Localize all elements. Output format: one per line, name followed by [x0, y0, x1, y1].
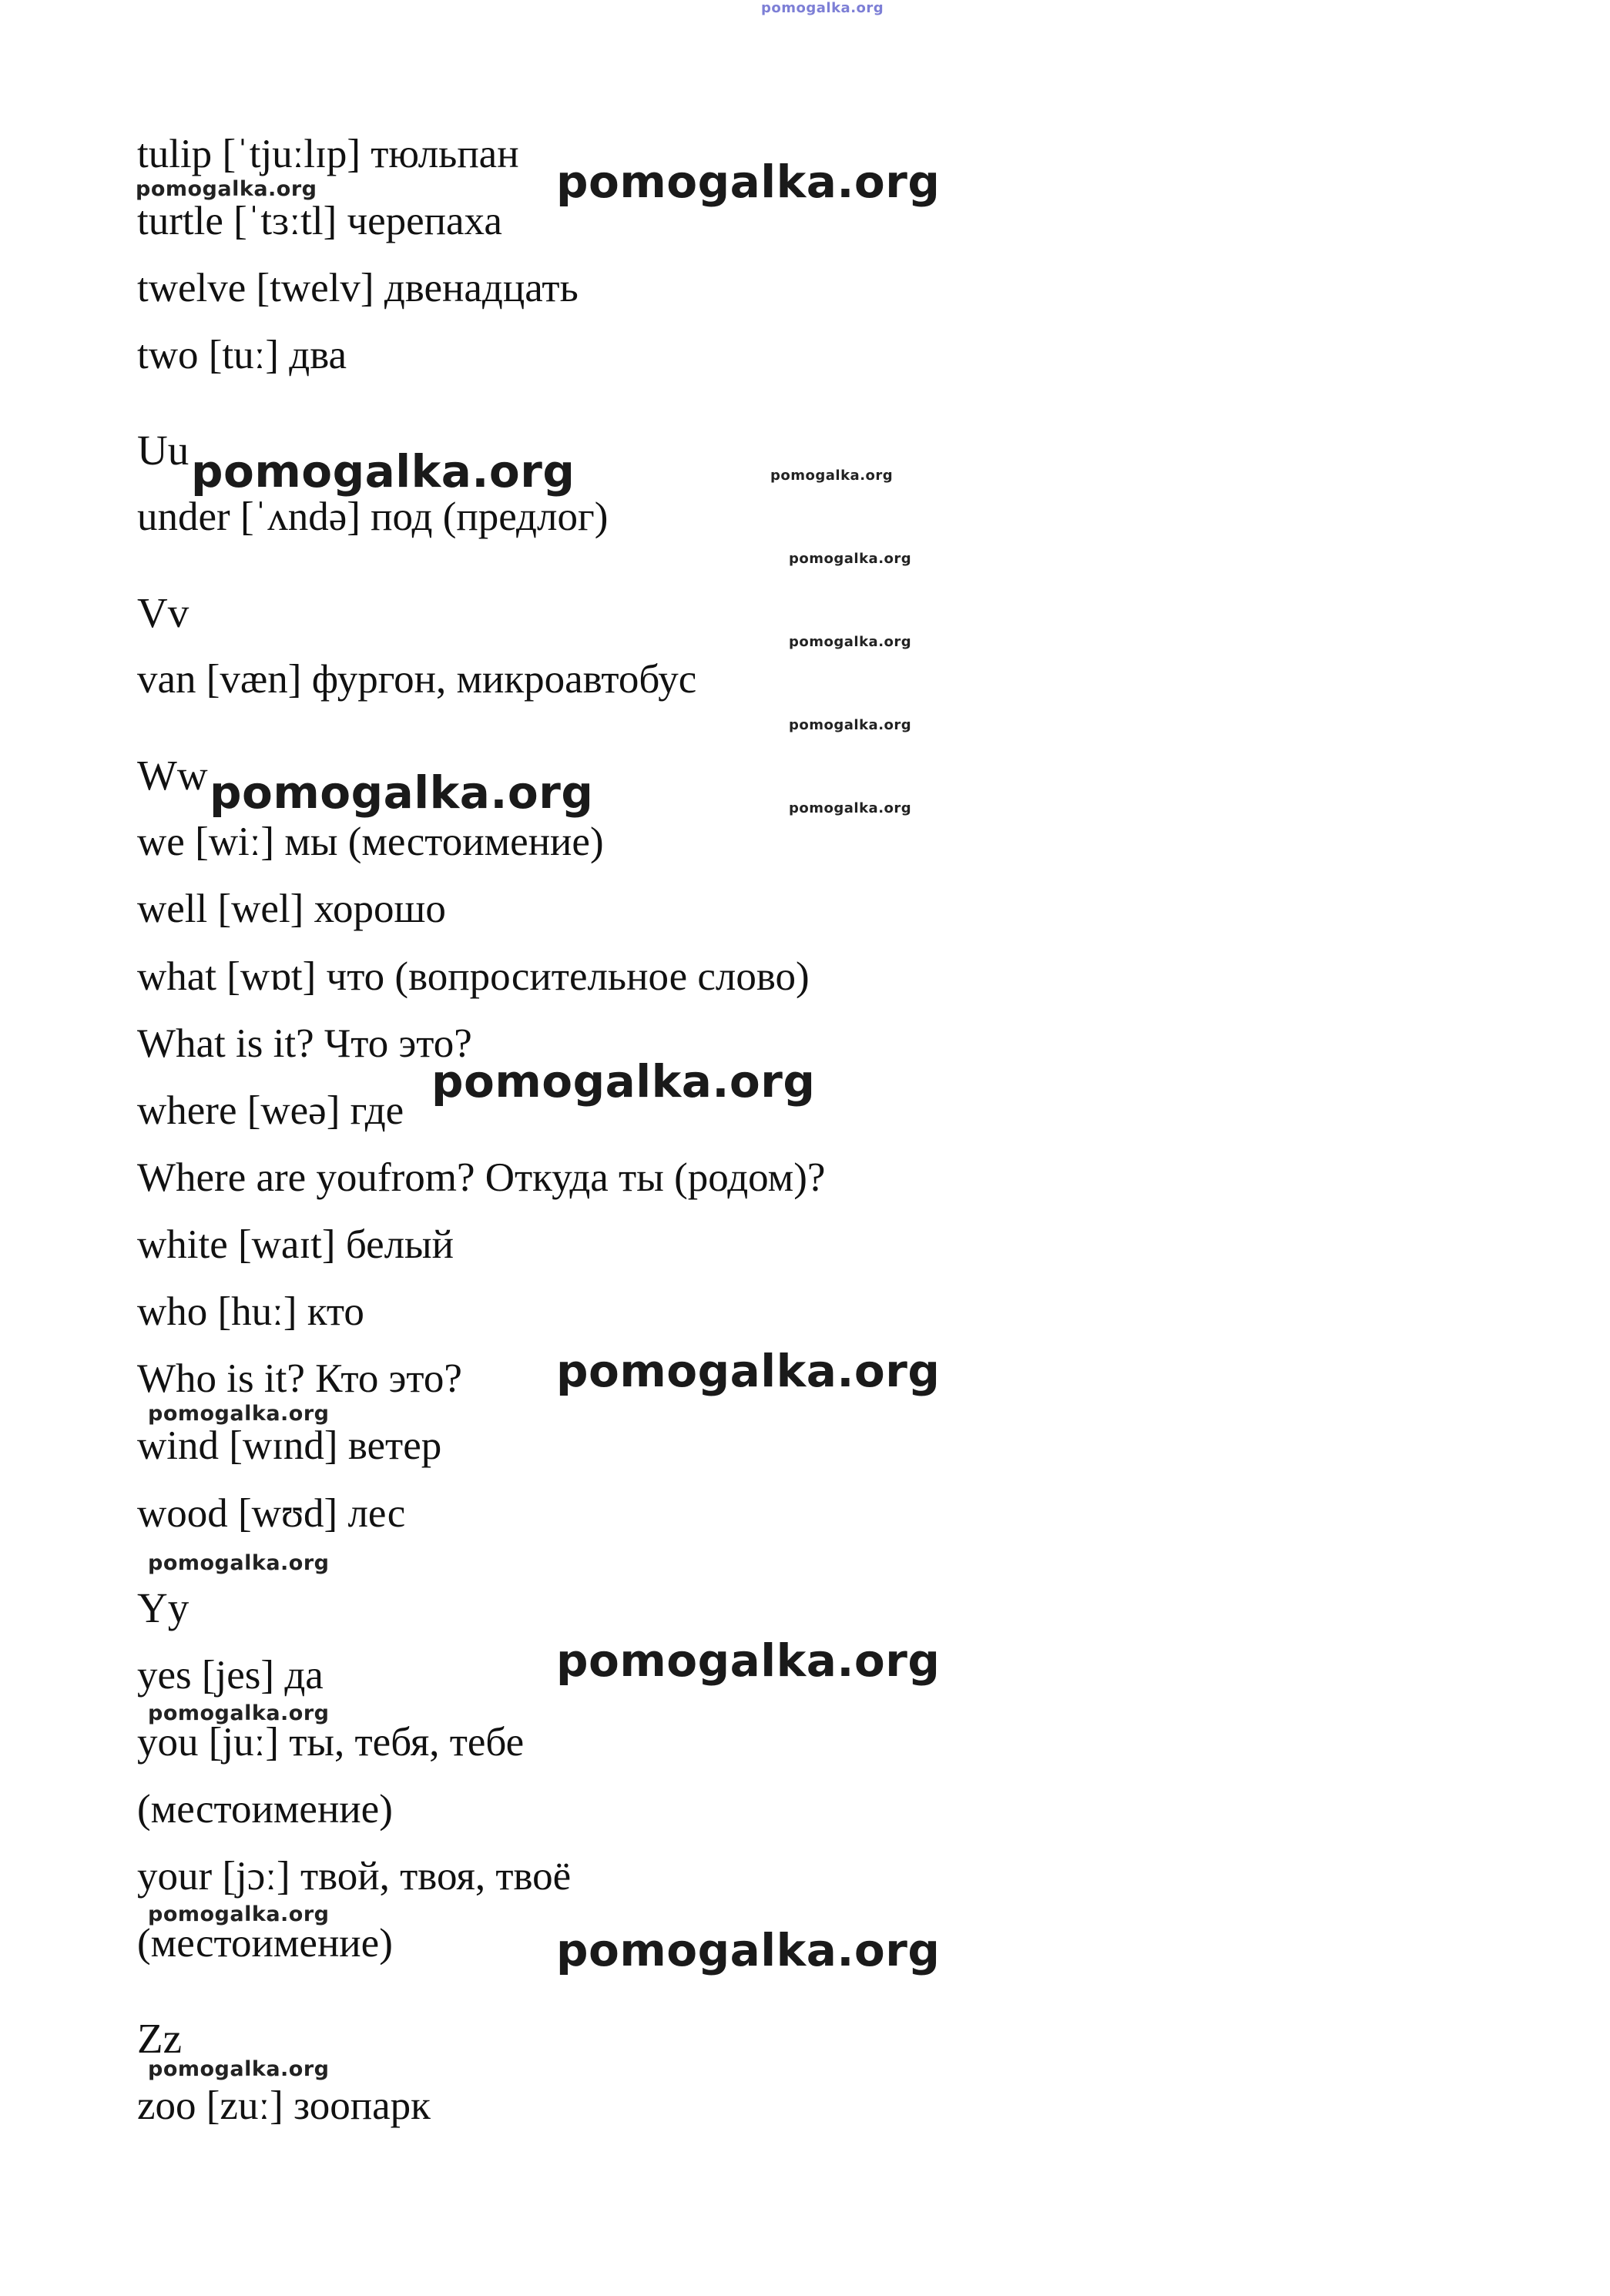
watermark-medium: pomogalka.org — [148, 1551, 330, 1575]
entry-transcription: [ˈtɜːtl] — [233, 199, 337, 243]
entry-translation: два — [289, 333, 347, 377]
entry-line — [137, 332, 347, 378]
phrase-line: What is it? Что это? — [137, 1021, 472, 1066]
watermark-top: pomogalka.org — [761, 0, 884, 16]
entry-line — [137, 131, 519, 177]
entry-word: your — [137, 1854, 213, 1899]
entry-transcription: [huː] — [217, 1289, 297, 1334]
watermark-large: pomogalka.org — [556, 1924, 941, 1976]
entry-line — [137, 1853, 571, 1899]
entry-translation: твой, твоя, твоё — [300, 1854, 572, 1899]
entry-transcription: [wɪnd] — [229, 1423, 338, 1468]
entry-word: well — [137, 887, 208, 931]
entry-translation: зоопарк — [293, 2083, 431, 2128]
entry-translation: лес — [347, 1491, 406, 1536]
entry-translation: кто — [307, 1289, 364, 1334]
entry-transcription: [twelv] — [256, 266, 374, 310]
entry-translation: хорошо — [314, 887, 446, 931]
entry-word: where — [137, 1088, 237, 1133]
watermark-large: pomogalka.org — [556, 1345, 941, 1397]
entry-translation: белый — [345, 1222, 454, 1267]
watermark-large: pomogalka.org — [431, 1055, 816, 1108]
entry-word: what — [137, 954, 217, 999]
entry-word: tulip — [137, 132, 213, 176]
entry-word: white — [137, 1222, 228, 1267]
entry-word: wood — [137, 1491, 228, 1536]
watermark-medium: pomogalka.org — [148, 1701, 330, 1725]
entry-word: van — [137, 657, 196, 702]
entry-word: we — [137, 820, 185, 864]
watermark-large: pomogalka.org — [556, 1634, 941, 1687]
entry-word: under — [137, 494, 230, 539]
entry-line — [137, 2083, 431, 2129]
entry-translation: фургон, микроавтобус — [311, 657, 697, 702]
entry-translation: двенадцать — [384, 266, 579, 310]
entry-line — [137, 1289, 364, 1335]
entry-transcription: [væn] — [206, 657, 302, 702]
entry-translation: под (предлог) — [371, 494, 609, 539]
entry-translation: ветер — [347, 1423, 442, 1468]
entry-translation: черепаха — [347, 199, 502, 243]
entry-line — [137, 954, 810, 1000]
entry-transcription: [jɔː] — [222, 1854, 290, 1899]
section-letter: Ww — [137, 752, 208, 799]
phrase-line: (местоимение) — [137, 1921, 393, 1966]
phrase-line: Where are youfrom? Откуда ты (родом)? — [137, 1155, 826, 1200]
entry-transcription: [waɪt] — [238, 1222, 336, 1267]
section-letter: Vv — [137, 589, 190, 636]
watermark-large: pomogalka.org — [191, 445, 575, 498]
entry-translation: что (вопросительное слово) — [326, 954, 810, 999]
section-letter: Uu — [137, 427, 190, 474]
entry-line — [137, 656, 696, 702]
entry-word: two — [137, 333, 199, 377]
entry-transcription: [wʊd] — [238, 1491, 338, 1536]
entry-line — [137, 1423, 441, 1469]
entry-transcription: [wɒt] — [226, 954, 317, 999]
watermark-small: pomogalka.org — [789, 800, 912, 816]
entry-transcription: [juː] — [208, 1720, 279, 1765]
entry-word: who — [137, 1289, 208, 1334]
entry-word: yes — [137, 1653, 192, 1698]
section-letter: Yy — [137, 1584, 190, 1631]
watermark-small: pomogalka.org — [789, 634, 912, 650]
entry-line — [137, 886, 446, 932]
entry-transcription: [jes] — [201, 1653, 275, 1698]
entry-line — [137, 494, 608, 540]
entry-line — [137, 198, 502, 244]
phrase-line: (местоимение) — [137, 1787, 393, 1832]
entry-line — [137, 1490, 405, 1537]
entry-transcription: [wiː] — [195, 820, 275, 864]
entry-line — [137, 1088, 404, 1134]
watermark-small: pomogalka.org — [770, 468, 894, 484]
entry-line — [137, 819, 604, 865]
entry-word: zoo — [137, 2083, 196, 2128]
watermark-medium: pomogalka.org — [148, 1402, 330, 1426]
entry-translation: мы (местоимение) — [284, 820, 604, 864]
watermark-large: pomogalka.org — [210, 766, 594, 819]
entry-line — [137, 1222, 454, 1268]
entry-word: twelve — [137, 266, 247, 310]
entry-line — [137, 1719, 524, 1765]
entry-word: turtle — [137, 199, 223, 243]
entry-translation: где — [350, 1088, 404, 1133]
phrase-line: Who is it? Кто это? — [137, 1356, 462, 1401]
entry-translation: ты, тебя, тебе — [289, 1720, 525, 1765]
entry-line — [137, 1652, 324, 1698]
entry-transcription: [tuː] — [208, 333, 279, 377]
entry-word: wind — [137, 1423, 219, 1468]
watermark-small: pomogalka.org — [789, 717, 912, 733]
entry-translation: да — [284, 1653, 324, 1698]
entry-line — [137, 265, 579, 311]
watermark-medium: pomogalka.org — [148, 1902, 330, 1926]
entry-transcription: [weə] — [247, 1088, 340, 1133]
entry-transcription: [ˈtjuːlɪp] — [222, 132, 361, 176]
watermark-medium: pomogalka.org — [136, 177, 317, 201]
section-letter: Zz — [137, 2015, 183, 2062]
entry-translation: тюльпан — [371, 132, 519, 176]
entry-transcription: [ˈʌndə] — [240, 494, 361, 539]
watermark-large: pomogalka.org — [556, 156, 941, 208]
entry-transcription: [wel] — [217, 887, 304, 931]
entry-transcription: [zuː] — [206, 2083, 283, 2128]
entry-word: you — [137, 1720, 199, 1765]
watermark-medium: pomogalka.org — [148, 2057, 330, 2081]
watermark-small: pomogalka.org — [789, 551, 912, 567]
